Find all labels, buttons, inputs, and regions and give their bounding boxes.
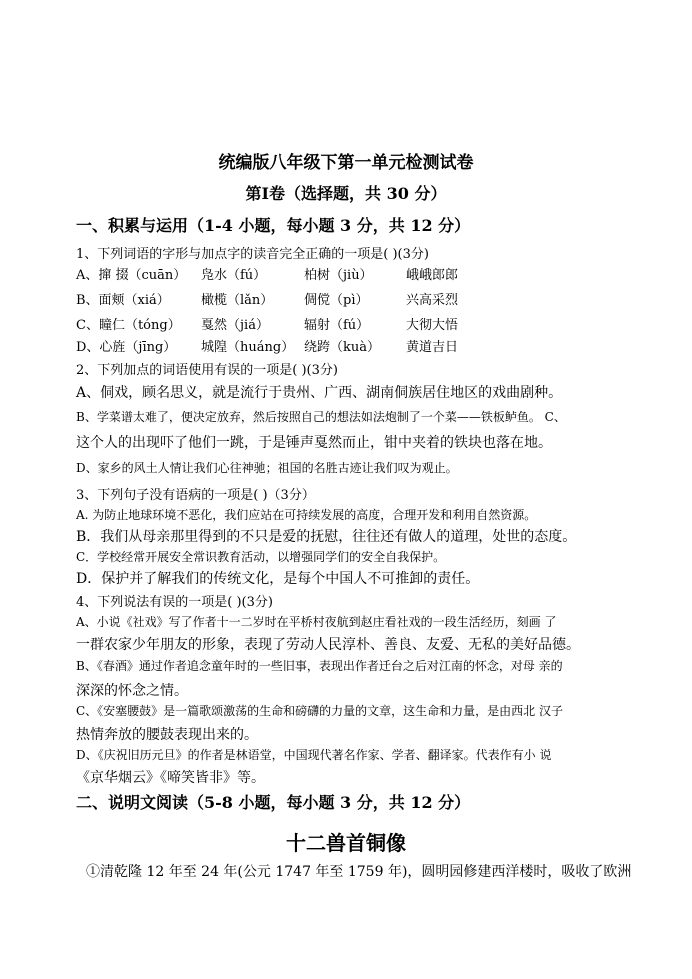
q1-option-c-3: 辐射（fú） [304,318,370,333]
volume-title: 第Ⅰ卷（选择题，共 30 分） [245,184,447,203]
q3-stem: 3、下列句子没有语病的一项是( )（3分） [76,488,315,503]
q1-option-d-2: 城隍（huáng） [201,340,295,355]
q1-option-d-3: 绕跨（kuà） [304,340,381,355]
q4-option-a-line1: A、小说《社戏》写了作者十一二岁时在平桥村夜航到赵庄看社戏的一段生活经历，刻画 了 [76,615,557,629]
q1-option-d-4: 黄道吉日 [406,340,459,355]
q3-option-d: D．保护并了解我们的传统文化，是每个中国人不可推卸的责任。 [76,571,480,587]
q1-option-b-1: B、面颊（xiá） [76,293,170,308]
q4-option-d-line2: 《京华烟云》《啼笑皆非》等。 [76,770,265,786]
section-1-heading: 一、积累与运用（1-4 小题，每小题 3 分，共 12 分） [76,216,471,235]
q4-option-c-line2: 热情奔放的腰鼓表现出来的。 [76,727,258,743]
q1-option-b-4: 兴高采烈 [406,293,459,308]
q2-option-c: 这个人的出现吓了他们一跳，于是锤声戛然而止，钳中夹着的铁块也落在地。 [76,435,552,451]
q3-option-b: B．我们从母亲那里得到的不只是爱的抚慰，往往还有做人的道理，处世的态度。 [76,529,577,545]
q1-option-a-2: 凫水（fú） [201,268,267,283]
q1-option-c-1: C、瞳仁（tóng） [76,318,181,333]
q1-option-c-2: 戛然（jiá） [201,318,269,333]
q4-option-a-line2: 一群农家少年朋友的形象，表现了劳动人民淳朴、善良、友爱、无私的美好品德。 [76,637,580,653]
q2-stem: 2、下列加点的词语使用有误的一项是( )(3分) [76,363,338,378]
q2-option-b: B、学菜谱太难了，便决定放弃，然后按照自己的想法如法炮制了一个菜——铁板鲈鱼。 C、 [76,410,566,424]
essay-title: 十二兽首铜像 [286,831,406,855]
essay-paragraph-1: ①清乾隆 12 年至 24 年(公元 1747 年至 1759 年)，圆明园修建西洋楼时，吸收了欧洲 [86,864,632,880]
section-2-heading: 二、说明文阅读（5-8 小题，每小题 3 分，共 12 分） [76,793,471,812]
q1-stem: 1、下列词语的字形与加点字的读音完全正确的一项是( )(3分) [76,247,429,262]
q1-option-c-4: 大彻大悟 [406,318,459,333]
q4-stem: 4、下列说法有误的一项是( )(3分) [76,595,273,610]
q1-option-d-1: D、心旌（jīng） [76,340,177,355]
q4-option-b-line1: B、《春酒》通过作者追念童年时的一些旧事，表现出作者迁台之后对江南的怀念，对母 亲的 [76,659,563,673]
q2-option-a: A、侗戏，顾名思义，就是流行于贵州、广西、湖南侗族居住地区的戏曲剧种。 [76,385,563,401]
q4-option-c-line1: C、《安塞腰鼓》是一篇歌颂激荡的生命和磅礴的力量的文章，这生命和力量，是由西北 汉子 [76,704,563,718]
q3-option-a: A. 为防止地球环境不恶化，我们应站在可持续发展的高度，合理开发和利用自然资源。 [76,508,537,522]
q3-option-c: C．学校经常开展安全常识教育活动，以增强同学们的安全自我保护。 [76,550,446,564]
exam-title: 统编版八年级下第一单元检测试卷 [218,153,474,173]
q1-option-b-3: 倜傥（pì） [304,293,369,308]
q1-option-a-3: 柏树（jiù） [304,268,373,283]
q1-option-a-4: 峨峨郎郎 [406,268,459,283]
q1-option-b-2: 橄榄（lǎn） [201,293,274,308]
q4-option-d-line1: D、《庆祝旧历元旦》的作者是林语堂，中国现代著名作家、学者、翻译家。代表作有小 说 [76,748,552,762]
q4-option-b-line2: 深深的怀念之情。 [76,683,188,699]
q1-option-a-1: A、撺 掇（cuān） [76,268,187,283]
q2-option-d: D、家乡的风土人情让我们心往神驰；祖国的名胜古迹让我们叹为观止。 [76,461,458,475]
